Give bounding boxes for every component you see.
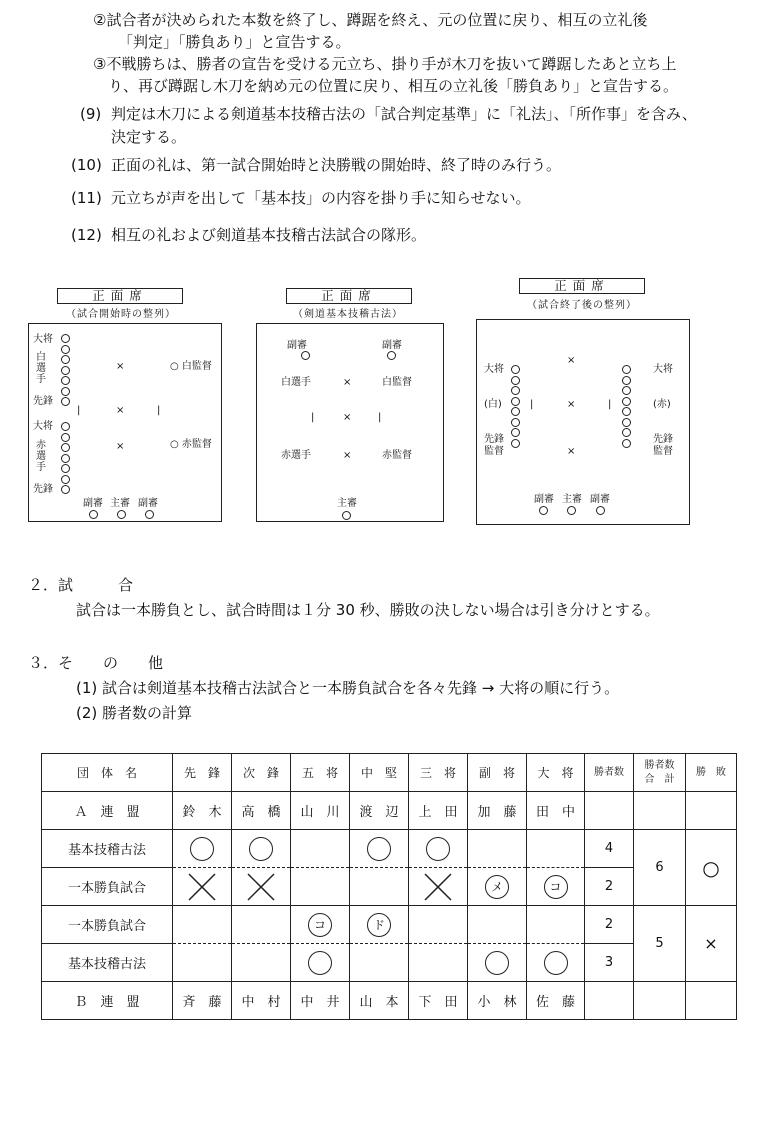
result-mark-cell	[232, 830, 291, 868]
rule-2: ②試合者が決められた本数を終了し、蹲踞を終え、元の位置に戻り、相互の立礼後	[93, 11, 648, 29]
winner-count	[585, 792, 634, 830]
result-mark-cell	[173, 868, 232, 906]
result-mark-cell	[468, 830, 527, 868]
d3-circle-15	[622, 439, 631, 448]
section-2-body: 試合は一本勝負とし、試合時間は１分 30 秒、勝敗の決しない場合は引き分けとする。	[76, 601, 660, 619]
d2-bar-l: |	[311, 412, 315, 423]
member-name: 上 田	[409, 792, 468, 830]
d1-circle-10	[61, 454, 70, 463]
loss-cross-mark	[423, 872, 453, 902]
result-mark-cell	[173, 944, 232, 982]
result-mark-cell	[409, 906, 468, 944]
d3-fukushin-2: 副審	[590, 494, 610, 505]
table-header-0: 団 体 名	[42, 754, 173, 792]
d3-circle-6	[511, 428, 520, 437]
section-3-item-2: (2) 勝者数の計算	[76, 704, 193, 722]
d3-x-1: ×	[567, 355, 576, 366]
row-label: Ａ 連 盟	[42, 792, 173, 830]
d1-circle-13	[61, 485, 70, 494]
d1-frame	[28, 323, 222, 522]
result-mark-cell	[409, 944, 468, 982]
result-mark-cell	[173, 906, 232, 944]
winner-total-b: 5	[634, 906, 686, 982]
result-mark-cell	[291, 868, 350, 906]
loss-cross-mark	[246, 872, 276, 902]
member-name: 中 村	[232, 982, 291, 1020]
d1-circle-5	[61, 387, 70, 396]
d3-circle-7	[511, 439, 520, 448]
member-name: 佐 藤	[527, 982, 585, 1020]
row-label: 一本勝負試合	[42, 906, 173, 944]
d1-fukushin-1: 副審	[83, 498, 103, 509]
win-circle-mark	[249, 837, 273, 861]
result-mark-cell	[350, 906, 409, 944]
win-circle-mark	[367, 837, 391, 861]
d3-taisho-l: 大将	[484, 364, 504, 375]
table-header-6: 副 将	[468, 754, 527, 792]
winner-count: 3	[585, 944, 634, 982]
result-mark-cell	[468, 944, 527, 982]
d1-x-3: ×	[116, 441, 125, 452]
d3-kantoku-r: 監督	[653, 446, 673, 457]
d1-x-1: ×	[116, 361, 125, 372]
d3-circle-1	[511, 376, 520, 385]
d2-circle-fukushin-r	[387, 351, 396, 360]
table-header-2: 次 鋒	[232, 754, 291, 792]
waza-circle-mark: コ	[308, 913, 332, 937]
d3-header: 正面席	[519, 278, 645, 294]
table-row	[42, 830, 737, 868]
d3-x-3: ×	[567, 446, 576, 457]
member-name: 山 本	[350, 982, 409, 1020]
row-label: 一本勝負試合	[42, 868, 173, 906]
winner-count	[585, 982, 634, 1020]
para-10: 正面の礼は、第一試合開始時と決勝戦の開始時、終了時のみ行う。	[111, 156, 562, 174]
table-row	[42, 982, 737, 1020]
d1-aka-kantoku: ○ 赤監督	[170, 439, 212, 450]
d1-circle-4	[61, 376, 70, 385]
para-11-num: (11)	[71, 189, 102, 207]
para-9-num: (9)	[80, 105, 102, 123]
d1-taisho-bottom: 大将	[33, 421, 53, 432]
section-3-item-1: (1) 試合は剣道基本技稽古法試合と一本勝負試合を各々先鋒 → 大将の順に行う。	[76, 679, 620, 697]
d2-fukushin-r: 副審	[382, 340, 402, 351]
d3-circle-11	[622, 397, 631, 406]
d1-bar-r: |	[157, 405, 161, 416]
d1-circle-9	[61, 443, 70, 452]
result-mark-cell	[468, 868, 527, 906]
table-header-7: 大 将	[527, 754, 585, 792]
d3-shushin: 主審	[562, 494, 582, 505]
d1-circle-3	[61, 366, 70, 375]
d3-circle-4	[511, 407, 520, 416]
d2-header: 正面席	[286, 288, 412, 304]
row-label: 基本技稽古法	[42, 944, 173, 982]
member-name: 斉 藤	[173, 982, 232, 1020]
row-label: Ｂ 連 盟	[42, 982, 173, 1020]
total-blank-a	[634, 792, 686, 830]
d3-circle-5	[511, 418, 520, 427]
section-2-heading: ２．試 合	[28, 576, 134, 594]
member-name: 田 中	[527, 792, 585, 830]
d1-circle-12	[61, 475, 70, 484]
d2-shiro-senshu: 白選手	[281, 377, 311, 388]
d1-shiro-senshu: 白 選 手	[36, 352, 46, 385]
d2-x-2: ×	[343, 412, 352, 423]
member-name: 加 藤	[468, 792, 527, 830]
para-9: 判定は木刀による剣道基本技稽古法の「試合判定基準」に「礼法」、「所作事」を含み、	[111, 105, 697, 123]
d1-senpo-bottom: 先鋒	[33, 484, 53, 495]
d2-shushin: 主審	[337, 498, 357, 509]
d1-aka-senshu: 赤 選 手	[36, 440, 46, 473]
member-name: 高 橋	[232, 792, 291, 830]
result-mark-cell	[527, 830, 585, 868]
d1-circle-6	[61, 397, 70, 406]
d3-circle-3	[511, 397, 520, 406]
d1-fukushin-2: 副審	[138, 498, 158, 509]
d1-circle-0	[61, 334, 70, 343]
rule-2-cont: 「判定」「勝負あり」と宣告する。	[118, 33, 351, 51]
result-mark-cell	[232, 944, 291, 982]
d3-circle-17	[567, 506, 576, 515]
result-mark-cell	[350, 830, 409, 868]
winner-total-a: 6	[634, 830, 686, 906]
d2-subtitle: （剣道基本技稽古法）	[293, 309, 403, 320]
result-blank-a	[686, 792, 737, 830]
d1-circle-11	[61, 464, 70, 473]
result-mark-cell	[350, 868, 409, 906]
d1-circle-15	[117, 510, 126, 519]
d1-header: 正面席	[57, 288, 183, 304]
table-header-3: 五 将	[291, 754, 350, 792]
d1-senpo-top: 先鋒	[33, 396, 53, 407]
d3-aka: (赤)	[653, 399, 671, 410]
table-row	[42, 792, 737, 830]
d2-fukushin-l: 副審	[287, 340, 307, 351]
d3-circle-13	[622, 418, 631, 427]
para-12-num: (12)	[71, 226, 102, 244]
para-12: 相互の礼および剣道基本技稽古法試合の隊形。	[111, 226, 427, 244]
d3-shiro: (白)	[484, 399, 502, 410]
match-result-b: ×	[686, 906, 737, 982]
d2-x-3: ×	[343, 450, 352, 461]
table-header-9: 勝者数 合 計	[634, 754, 686, 792]
d2-bar-r: |	[378, 412, 382, 423]
winner-count: 2	[585, 868, 634, 906]
win-circle-mark	[190, 837, 214, 861]
result-mark-cell	[232, 906, 291, 944]
para-10-num: (10)	[71, 156, 102, 174]
member-name: 山 川	[291, 792, 350, 830]
d3-x-2: ×	[567, 399, 576, 410]
table-row	[42, 868, 737, 906]
d1-bar-l: |	[77, 405, 81, 416]
d2-shiro-kantoku: 白監督	[382, 377, 412, 388]
d1-taisho-top: 大将	[33, 334, 53, 345]
table-header-4: 中 堅	[350, 754, 409, 792]
table-header-5: 三 将	[409, 754, 468, 792]
d1-circle-2	[61, 355, 70, 364]
member-name: 中 井	[291, 982, 350, 1020]
d3-bar-l: |	[530, 399, 534, 410]
result-mark-cell	[173, 830, 232, 868]
table-row	[42, 944, 737, 982]
d3-circle-9	[622, 376, 631, 385]
d1-circle-1	[61, 345, 70, 354]
result-mark-cell	[350, 944, 409, 982]
rule-3-cont: り、再び蹲踞し木刀を納め元の位置に戻り、相互の立礼後「勝負あり」と宣告する。	[108, 77, 679, 95]
d1-shushin: 主審	[110, 498, 130, 509]
d2-circle-fukushin-l	[301, 351, 310, 360]
result-blank-b	[686, 982, 737, 1020]
total-blank-b	[634, 982, 686, 1020]
para-9-cont: 決定する。	[111, 128, 187, 146]
d2-aka-senshu: 赤選手	[281, 450, 311, 461]
d1-circle-16	[145, 510, 154, 519]
d1-circle-8	[61, 433, 70, 442]
d3-circle-8	[622, 365, 631, 374]
table-header-8: 勝者数	[585, 754, 634, 792]
d3-taisho-r: 大将	[653, 364, 673, 375]
d1-subtitle: （試合開始時の整列）	[66, 309, 176, 320]
results-table	[41, 753, 737, 1020]
d3-circle-0	[511, 365, 520, 374]
member-name: 渡 辺	[350, 792, 409, 830]
d3-circle-2	[511, 386, 520, 395]
result-mark-cell	[291, 944, 350, 982]
d2-aka-kantoku: 赤監督	[382, 450, 412, 461]
member-name: 下 田	[409, 982, 468, 1020]
loss-cross-mark	[187, 872, 217, 902]
d1-circle-14	[89, 510, 98, 519]
d2-circle-shushin	[342, 511, 351, 520]
waza-circle-mark: メ	[485, 875, 509, 899]
result-mark-cell	[527, 944, 585, 982]
d3-kantoku-l: 監督	[484, 446, 504, 457]
table-header-10: 勝 敗	[686, 754, 737, 792]
match-result-a: ○	[686, 830, 737, 906]
result-mark-cell	[468, 906, 527, 944]
d3-circle-18	[596, 506, 605, 515]
rule-3: ③不戦勝ちは、勝者の宣告を受ける元立ち、掛り手が木刀を抜いて蹲踞したあと立ち上	[93, 55, 677, 73]
d2-x-1: ×	[343, 377, 352, 388]
d1-x-2: ×	[116, 405, 125, 416]
d3-circle-12	[622, 407, 631, 416]
waza-circle-mark: コ	[544, 875, 568, 899]
d3-bar-r: |	[608, 399, 612, 410]
winner-count: 2	[585, 906, 634, 944]
d1-shiro-kantoku: ○ 白監督	[170, 361, 212, 372]
table-header-1: 先 鋒	[173, 754, 232, 792]
result-mark-cell	[527, 868, 585, 906]
d1-circle-7	[61, 422, 70, 431]
member-name: 鈴 木	[173, 792, 232, 830]
d3-senpo-l: 先鋒	[484, 434, 504, 445]
row-label: 基本技稽古法	[42, 830, 173, 868]
table-row	[42, 906, 737, 944]
result-mark-cell	[291, 906, 350, 944]
d3-circle-10	[622, 386, 631, 395]
d3-subtitle: （試合終了後の整列）	[527, 300, 637, 311]
result-mark-cell	[291, 830, 350, 868]
member-name: 小 林	[468, 982, 527, 1020]
d3-frame	[476, 319, 690, 525]
waza-circle-mark: ド	[367, 913, 391, 937]
d3-fukushin-1: 副審	[534, 494, 554, 505]
win-circle-mark	[485, 951, 509, 975]
result-mark-cell	[232, 868, 291, 906]
win-circle-mark	[544, 951, 568, 975]
result-mark-cell	[409, 868, 468, 906]
para-11: 元立ちが声を出して「基本技」の内容を掛り手に知らせない。	[111, 189, 531, 207]
result-mark-cell	[409, 830, 468, 868]
win-circle-mark	[308, 951, 332, 975]
d3-senpo-r: 先鋒	[653, 434, 673, 445]
d3-circle-16	[539, 506, 548, 515]
winner-count: 4	[585, 830, 634, 868]
d3-circle-14	[622, 428, 631, 437]
section-3-heading: ３．そ の 他	[28, 654, 164, 672]
result-mark-cell	[527, 906, 585, 944]
win-circle-mark	[426, 837, 450, 861]
